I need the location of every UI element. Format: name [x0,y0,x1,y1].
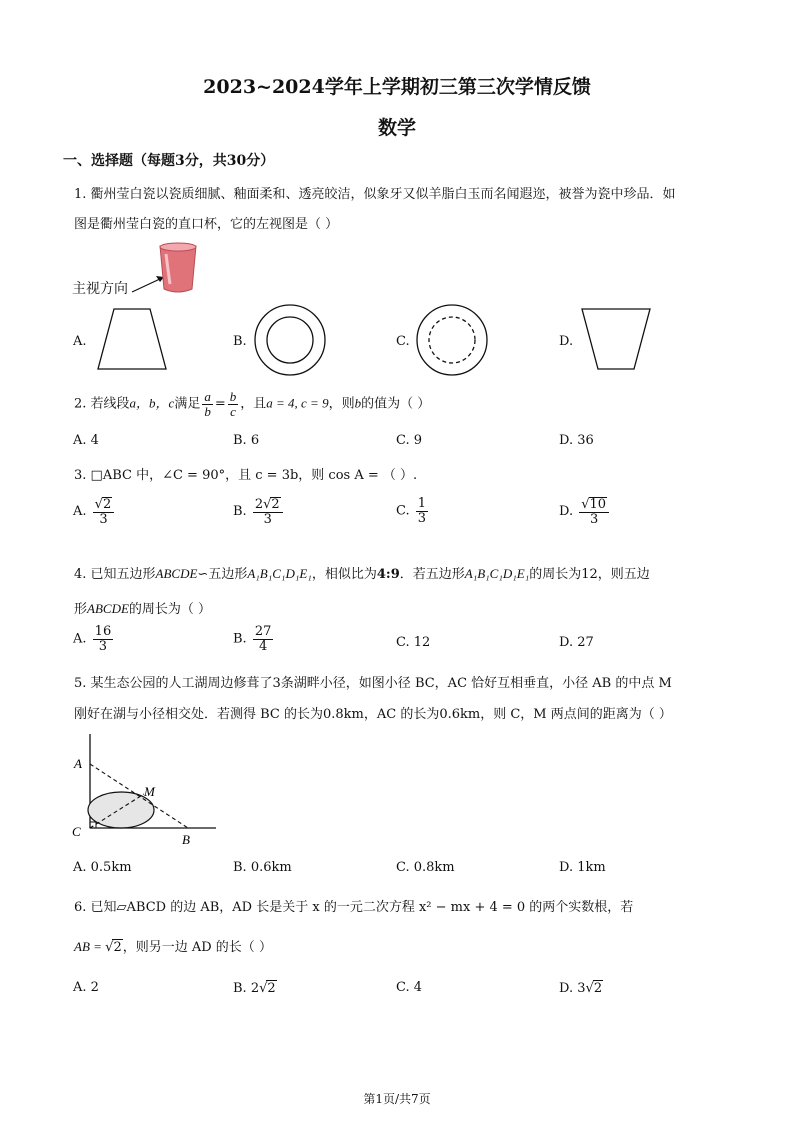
q5-figure [68,730,223,850]
q5-option-b: B. 0.6km [233,860,292,875]
cup-figure [130,240,210,300]
q1-option-d-figure [576,305,656,373]
q1-line2: 图是衢州莹白瓷的直口杯，它的左视图是（ ） [74,217,339,232]
q1-option-d-label: D. [559,334,574,349]
q3-option-d: D. $\frac{√10}{3}$ [559,497,611,526]
q4-option-c: C. 12 [396,635,431,650]
q5-option-a: A. 0.5km [73,860,132,875]
q2-question: 2. 若线段a，b，c满足 $\frac{a}{b}$ = $\frac{b}{c}$ ，且a = 4, c = 9，则b的值为（ ） [74,389,431,419]
q5-option-c: C. 0.8km [396,860,455,875]
q4-option-d: D. 27 [559,635,594,650]
q4-line1: 4. 已知五边形ABCDE∽五边形A₁B₁C₁D₁E₁，相似比为4:9．若五边形A₁B₁C₁D₁E₁的周长为12，则五边 [74,566,650,582]
q3-question: 3. □ABC 中，∠C = 90°，且 c = 3b，则 cos A = （ ）. [74,468,418,483]
q3-option-c: C. $\frac{1}{3}$ [396,496,427,526]
view-direction-label: 主视方向 [72,281,128,297]
q1-option-c-figure [414,302,494,378]
exam-title: 2023~2024学年上学期初三第三次学情反馈 [203,76,591,98]
q6-option-c: C. 4 [396,980,423,995]
point-m-label: M [144,784,155,799]
q1-option-b-figure [252,302,332,378]
q2-option-a: A. 4 [73,433,99,448]
q2-option-b: B. 6 [233,433,260,448]
subject-title: 数学 [377,117,416,139]
q1-line1: 1. 衢州莹白瓷以瓷质细腻、釉面柔和、透亮皎洁，似象牙又似羊脂白玉而名闻遐迩，被誉为瓷中珍品．如 [74,187,676,202]
q6-line2: AB = √2，则另一边 AD 的长（ ） [74,939,272,955]
q6-line1: 6. 已知▱ABCD 的边 AB，AD 长是关于 x 的一元二次方程 x² − mx + 4 = 0 的两个实数根，若 [74,900,634,915]
section-heading: 一、选择题（每题3分，共30分） [63,153,275,169]
q6-option-a: A. 2 [73,980,99,995]
point-b-label: B [182,832,190,847]
q1-option-c-label: C. [396,334,410,349]
q1-option-a-figure [92,305,172,373]
q3-option-b: B. $\frac{2√2}{3}$ [233,497,285,526]
q2-option-c: C. 9 [396,433,423,448]
q4-option-b: B. $\frac{27}{4}$ [233,624,272,654]
q4-option-a: A. $\frac{16}{3}$ [73,624,112,654]
q6-option-d: D. 3√2 [559,981,603,996]
point-c-label: C [72,824,81,839]
q5-line2: 刚好在湖与小径相交处．若测得 BC 的长为0.8km，AC 的长为0.6km，则 C，M 两点间的距离为（ ） [74,707,672,722]
q1-option-b-label: B. [233,334,247,349]
q6-option-b: B. 2√2 [233,981,276,996]
q5-option-d: D. 1km [559,860,606,875]
q5-line1: 5. 某生态公园的人工湖周边修葺了3条湖畔小径，如图小径 BC，AC 恰好互相垂直，小径 AB 的中点 M [74,676,672,691]
point-a-label: A [74,756,82,771]
page-number: 第1页/共7页 [363,1092,431,1106]
q2-option-d: D. 36 [559,433,594,448]
q1-option-a-label: A. [73,334,87,349]
q3-option-a: A. $\frac{√2}{3}$ [73,497,116,526]
q4-line2: 形ABCDE的周长为（ ） [74,601,212,617]
